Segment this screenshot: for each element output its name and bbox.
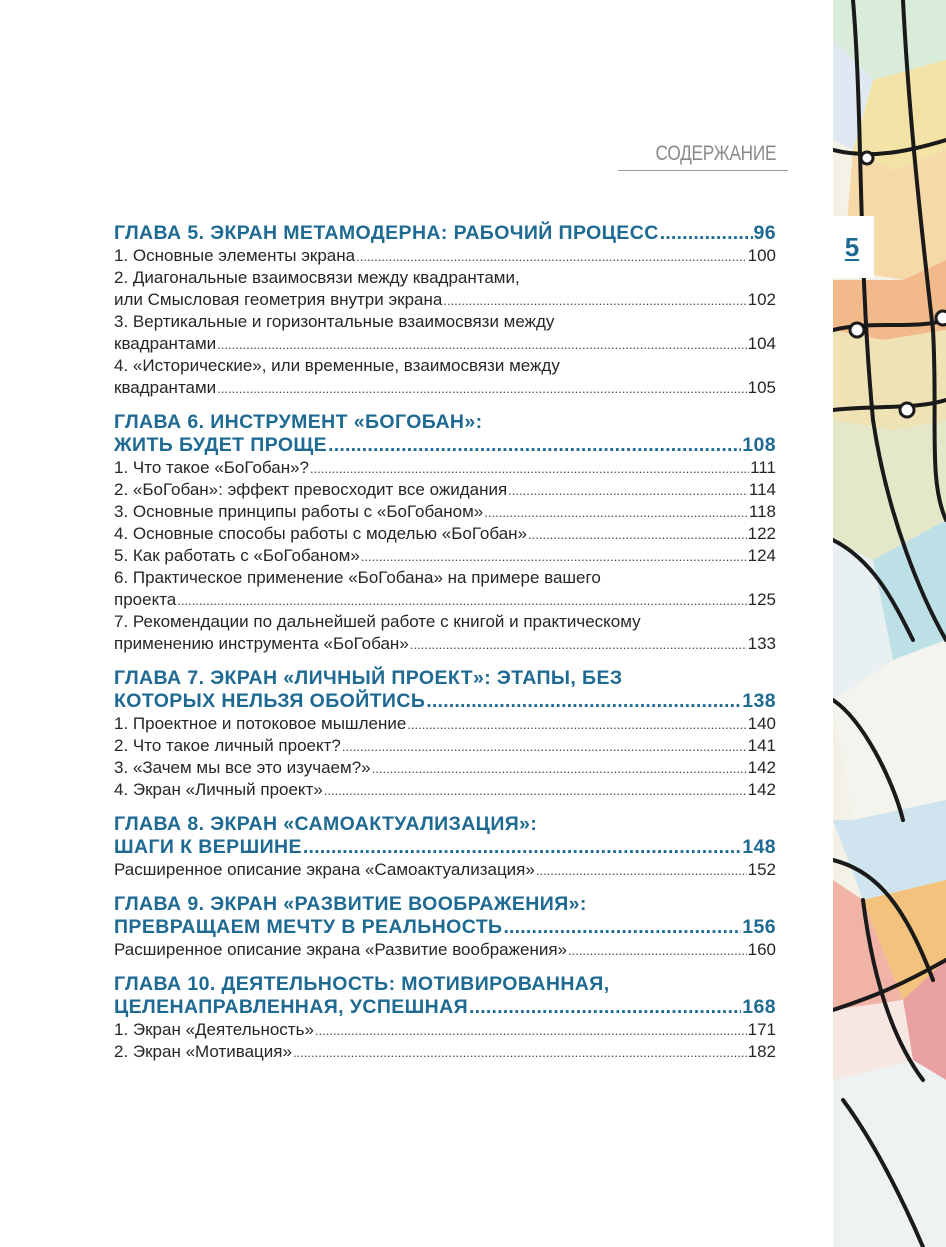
entry-text-line: 6. Практическое применение «БоГобана» на примере вашего [114, 568, 601, 587]
entry-text-line: 3. «Зачем мы все это изучаем?» [114, 758, 371, 777]
entry-text-line: квадрантами [114, 378, 217, 397]
decorative-illustration [833, 0, 946, 1247]
entry-page-number: 133 [747, 634, 776, 653]
chapter-page-number: 96 [753, 222, 776, 244]
toc-entry [114, 457, 776, 479]
dot-leader [426, 690, 741, 713]
dot-leader [443, 292, 746, 311]
entry-text-line: 3. Вертикальные и горизонтальные взаимосвязи между [114, 312, 555, 331]
dot-leader [536, 862, 747, 881]
entry-page-number: 140 [747, 714, 776, 733]
chapter-text-line: ГЛАВА 9. ЭКРАН «РАЗВИТИЕ ВООБРАЖЕНИЯ»: [114, 893, 587, 915]
entry-text-line: Расширенное описание экрана «Самоактуализация» [114, 860, 535, 879]
entry-last-line [114, 479, 776, 501]
toc-chapter [114, 222, 776, 399]
entry-last-line [114, 377, 776, 399]
dot-leader [217, 336, 746, 355]
page-number-tab [830, 216, 874, 278]
chapter-text-line: ЖИТЬ БУДЕТ ПРОЩЕ [114, 434, 328, 456]
toc-entry [114, 1019, 776, 1041]
entry-last-line [114, 501, 776, 523]
dot-leader [293, 1044, 747, 1063]
toc-entry [114, 713, 776, 735]
entry-text-line: 2. «БоГобан»: эффект превосходит все ожидания [114, 480, 508, 499]
chapter-heading [114, 667, 776, 713]
chapter-page-number: 156 [742, 916, 776, 938]
toc-chapter [114, 411, 776, 655]
dot-leader [568, 942, 747, 961]
toc-entry [114, 779, 776, 801]
dot-leader [177, 592, 746, 611]
entry-page-number: 152 [747, 860, 776, 879]
chapter-text-line: ШАГИ К ВЕРШИНЕ [114, 836, 302, 858]
toc-entry [114, 567, 776, 611]
entry-last-line [114, 633, 776, 655]
toc-entry [114, 501, 776, 523]
entry-text-line: 4. «Исторические», или временные, взаимосвязи между [114, 356, 560, 375]
entry-last-line [114, 589, 776, 611]
toc-header [618, 140, 788, 168]
entry-page-number: 114 [748, 480, 776, 499]
entry-page-number: 105 [747, 378, 776, 397]
chapter-page-number: 108 [742, 434, 776, 456]
chapter-heading [114, 411, 776, 457]
entry-text-line: 1. Основные элементы экрана [114, 246, 356, 265]
dot-leader [410, 636, 747, 655]
chapter-text-line: ГЛАВА 8. ЭКРАН «САМОАКТУАЛИЗАЦИЯ»: [114, 813, 538, 835]
dot-leader [217, 380, 746, 399]
chapter-heading [114, 813, 776, 859]
toc-entry [114, 939, 776, 961]
entry-text-line: 5. Как работать с «БоГобаном» [114, 546, 360, 565]
toc-entry [114, 355, 776, 399]
toc-entry [114, 479, 776, 501]
entry-text-line: 2. Экран «Мотивация» [114, 1042, 292, 1061]
entry-last-line [114, 523, 776, 545]
entry-text-line: 1. Экран «Деятельность» [114, 1020, 314, 1039]
entry-page-number: 160 [747, 940, 776, 959]
entry-text-line: 4. Экран «Личный проект» [114, 780, 323, 799]
dot-leader [528, 526, 747, 545]
chapter-last-line [114, 836, 776, 859]
entry-page-number: 122 [747, 524, 776, 543]
toc-entry [114, 611, 776, 655]
toc-chapter [114, 973, 776, 1063]
dot-leader [484, 504, 748, 523]
dot-leader [469, 996, 741, 1019]
entry-text-line: 4. Основные способы работы с моделью «БоГобан» [114, 524, 528, 543]
dot-leader [324, 782, 747, 801]
entry-page-number: 100 [747, 246, 776, 265]
entry-page-number: 142 [747, 758, 776, 777]
entry-page-number: 102 [747, 290, 776, 309]
toc-entry [114, 735, 776, 757]
dot-leader [503, 916, 741, 939]
toc-chapter [114, 813, 776, 881]
chapter-text-line: ГЛАВА 7. ЭКРАН «ЛИЧНЫЙ ПРОЕКТ»: ЭТАПЫ, БЕЗ [114, 667, 623, 689]
chapter-text-line: КОТОРЫХ НЕЛЬЗЯ ОБОЙТИСЬ [114, 690, 426, 712]
entry-last-line [114, 1041, 776, 1063]
entry-last-line [114, 779, 776, 801]
entry-page-number: 125 [747, 590, 776, 609]
entry-last-line [114, 757, 776, 779]
header-rule [618, 170, 788, 171]
toc-entry [114, 859, 776, 881]
chapter-text-line: ГЛАВА 6. ИНСТРУМЕНТ «БОГОБАН»: [114, 411, 483, 433]
chapter-heading [114, 973, 776, 1019]
entry-last-line [114, 457, 776, 479]
dot-leader [356, 248, 747, 267]
entry-text-line: или Смысловая геометрия внутри экрана [114, 290, 443, 309]
chapter-last-line [114, 222, 776, 245]
chapter-heading [114, 222, 776, 245]
entry-text-line: 1. Что такое «БоГобан»? [114, 458, 310, 477]
entry-text-line: 7. Рекомендации по дальнейшей работе с книгой и практическому [114, 612, 641, 631]
entry-last-line [114, 735, 776, 757]
entry-page-number: 142 [747, 780, 776, 799]
dot-leader [342, 738, 747, 757]
dot-leader [407, 716, 746, 735]
chapter-page-number: 138 [742, 690, 776, 712]
dot-leader [310, 460, 749, 479]
entry-text-line: применению инструмента «БоГобан» [114, 634, 409, 653]
entry-page-number: 118 [748, 502, 776, 521]
dot-leader [372, 760, 747, 779]
toc-entry [114, 523, 776, 545]
toc-title: СОДЕРЖАНИЕ [655, 142, 776, 165]
toc-chapter [114, 667, 776, 801]
chapter-page-number: 168 [742, 996, 776, 1018]
chapter-page-number: 148 [742, 836, 776, 858]
entry-last-line [114, 1019, 776, 1041]
dot-leader [361, 548, 747, 567]
table-of-contents [114, 222, 776, 1075]
entry-last-line [114, 289, 776, 311]
toc-entry [114, 757, 776, 779]
chapter-last-line [114, 434, 776, 457]
chapter-text-line: ГЛАВА 5. ЭКРАН МЕТАМОДЕРНА: РАБОЧИЙ ПРОЦЕСС [114, 222, 659, 244]
toc-entry [114, 267, 776, 311]
entry-last-line [114, 713, 776, 735]
entry-text-line: 2. Диагональные взаимосвязи между квадрантами, [114, 268, 520, 287]
entry-page-number: 182 [747, 1042, 776, 1061]
chapter-last-line [114, 916, 776, 939]
entry-text-line: Расширенное описание экрана «Развитие воображения» [114, 940, 567, 959]
chapter-last-line [114, 690, 776, 713]
entry-last-line [114, 245, 776, 267]
dot-leader [315, 1022, 747, 1041]
page-number: 5 [844, 231, 860, 262]
chapter-heading [114, 893, 776, 939]
entry-last-line [114, 333, 776, 355]
entry-page-number: 104 [747, 334, 776, 353]
toc-entry [114, 545, 776, 567]
entry-page-number: 141 [747, 736, 776, 755]
dot-leader [303, 836, 741, 859]
entry-page-number: 111 [750, 458, 776, 477]
entry-last-line [114, 545, 776, 567]
chapter-text-line: ПРЕВРАЩАЕМ МЕЧТУ В РЕАЛЬНОСТЬ [114, 916, 503, 938]
dot-leader [508, 482, 748, 501]
toc-entry [114, 311, 776, 355]
chapter-last-line [114, 996, 776, 1019]
dot-leader [660, 222, 753, 245]
chapter-text-line: ГЛАВА 10. ДЕЯТЕЛЬНОСТЬ: МОТИВИРОВАННАЯ, [114, 973, 610, 995]
entry-text-line: проекта [114, 590, 177, 609]
entry-page-number: 124 [747, 546, 776, 565]
toc-chapter [114, 893, 776, 961]
toc-entry [114, 245, 776, 267]
entry-last-line [114, 859, 776, 881]
toc-entry [114, 1041, 776, 1063]
entry-text-line: 1. Проектное и потоковое мышление [114, 714, 407, 733]
entry-text-line: 3. Основные принципы работы с «БоГобаном» [114, 502, 484, 521]
entry-text-line: квадрантами [114, 334, 217, 353]
entry-text-line: 2. Что такое личный проект? [114, 736, 341, 755]
entry-page-number: 171 [747, 1020, 776, 1039]
dot-leader [328, 434, 741, 457]
entry-last-line [114, 939, 776, 961]
chapter-text-line: ЦЕЛЕНАПРАВЛЕННАЯ, УСПЕШНАЯ [114, 996, 469, 1018]
